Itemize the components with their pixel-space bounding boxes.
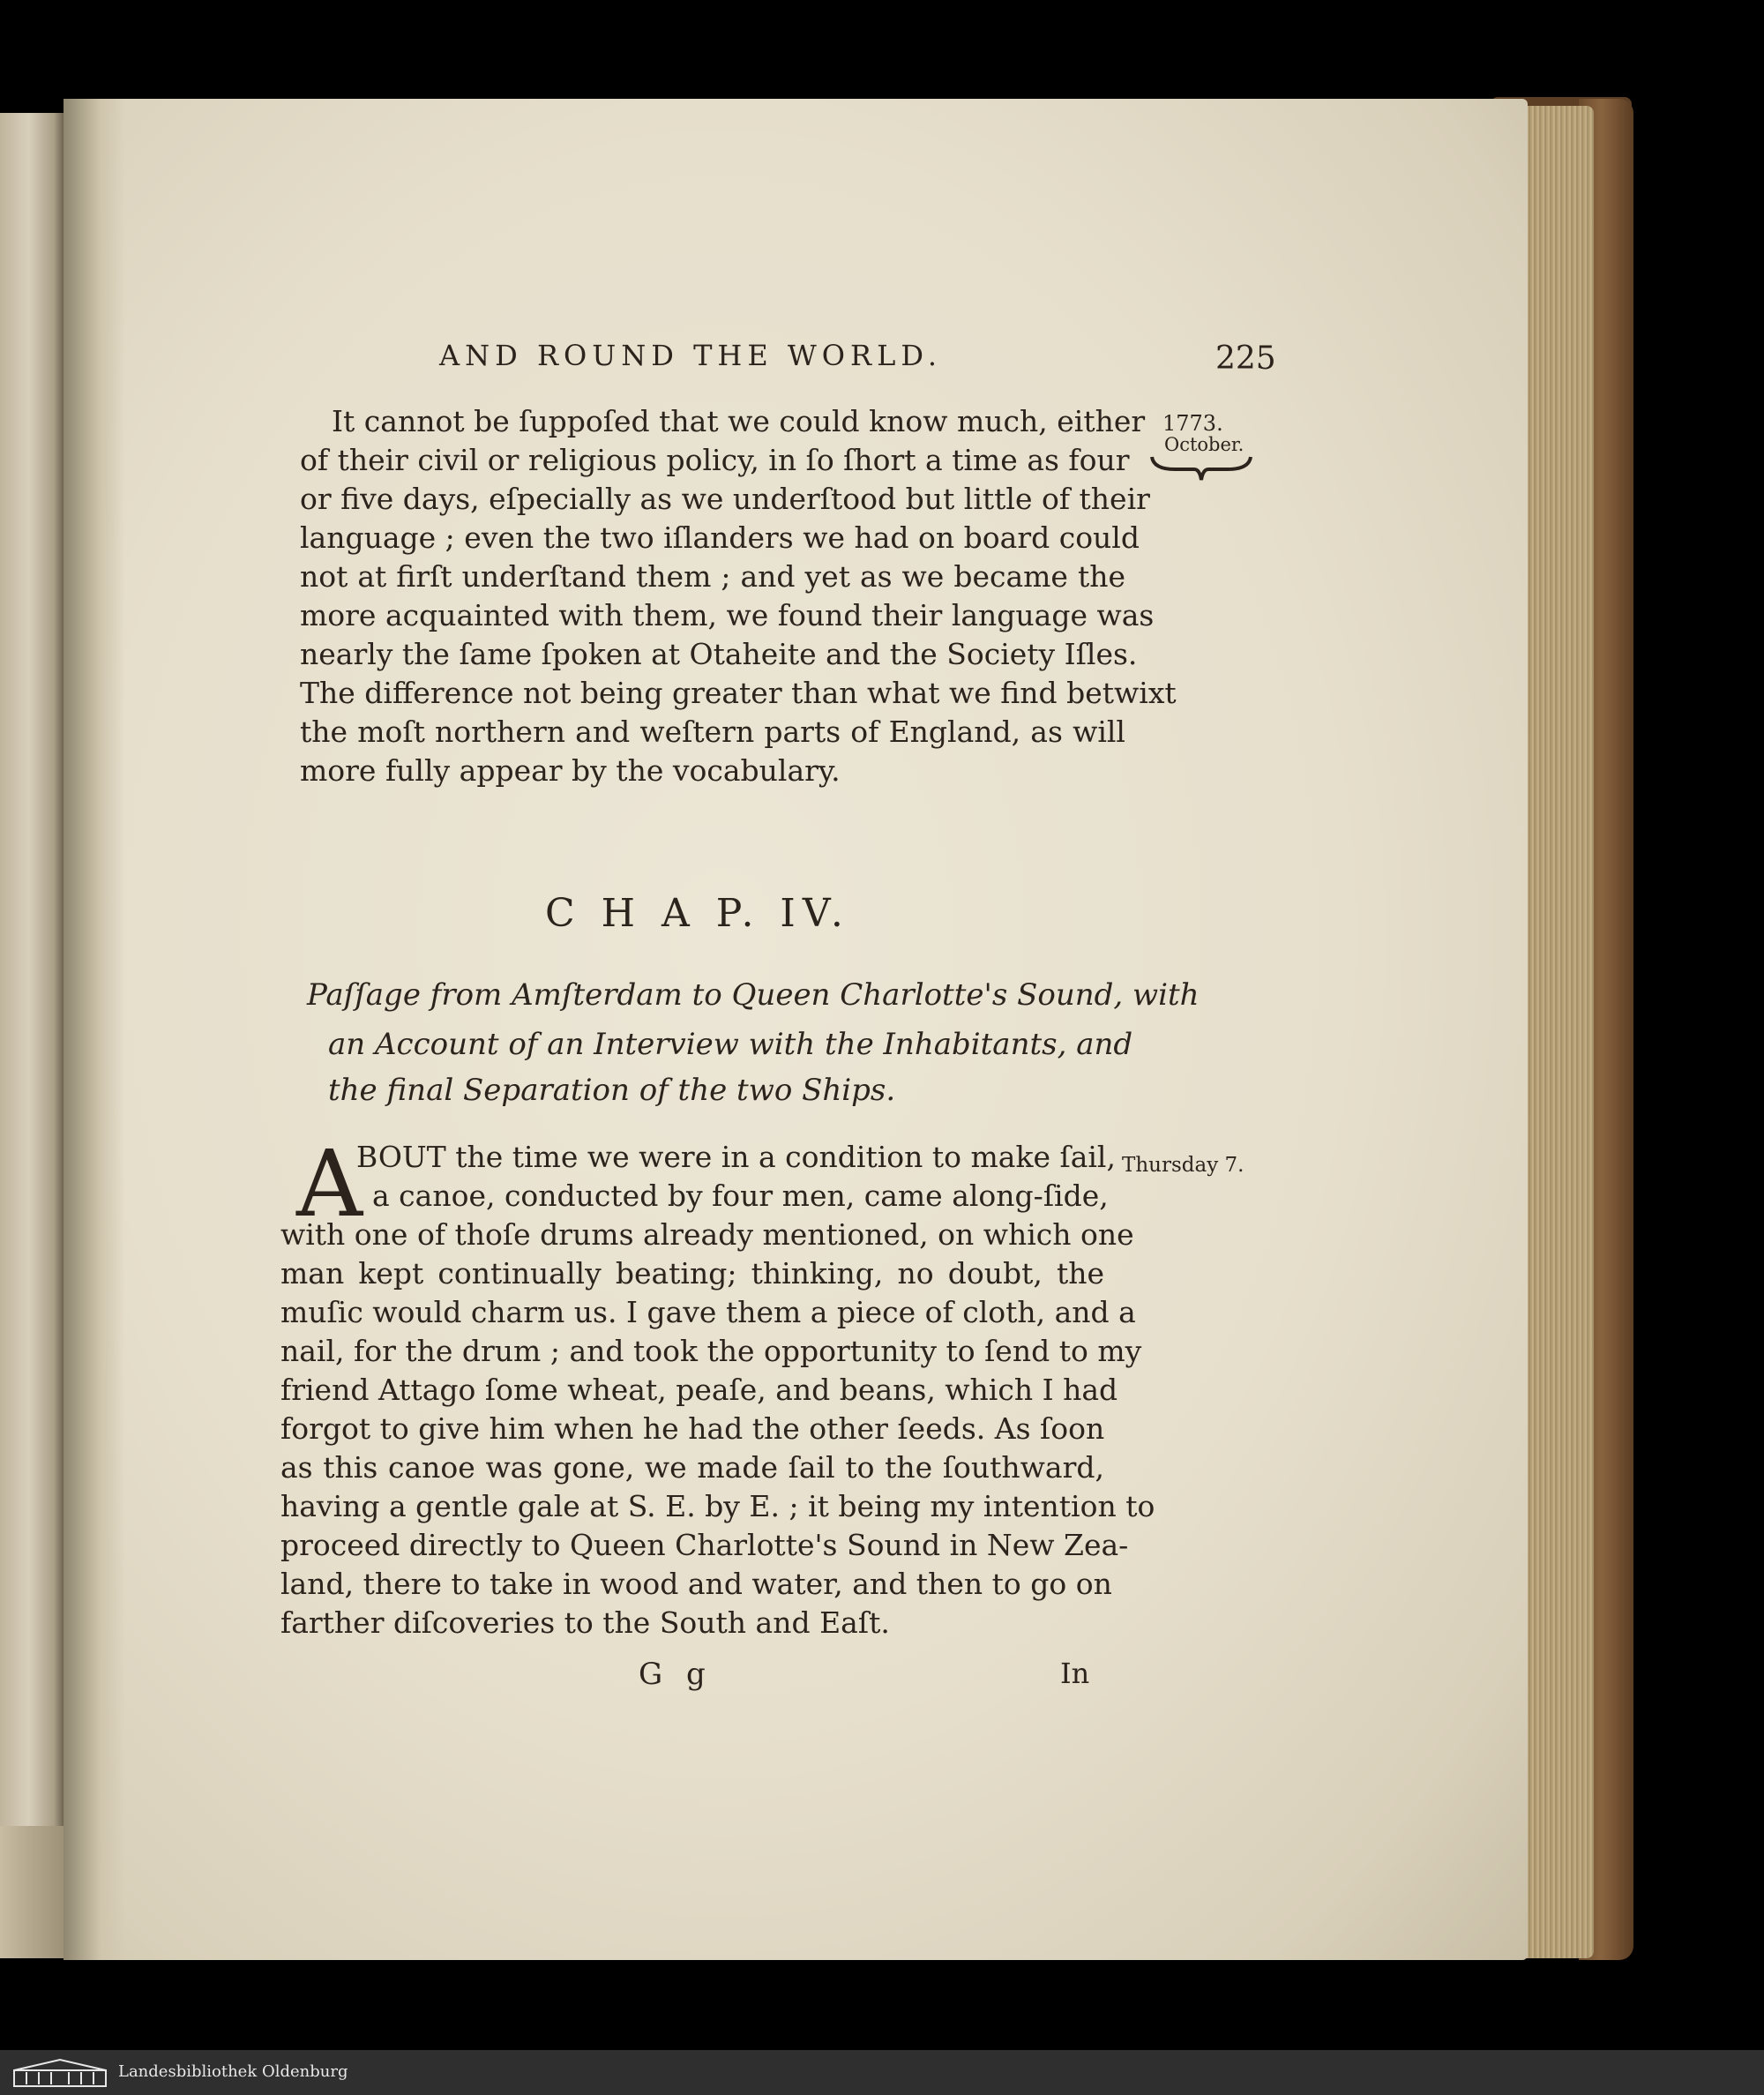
- subtitle-line: Paſſage from Amſterdam to Queen Charlotte's Sound, with: [307, 977, 1200, 1013]
- catchword: In: [1060, 1657, 1090, 1690]
- text-line: man kept continually beating; thinking, no doubt, the: [280, 1256, 1104, 1291]
- left-page-edge: [0, 113, 64, 1957]
- text-line: having a gentle gale at S. E. by E. ; it being my intention to: [280, 1489, 1155, 1523]
- text-line: land, there to take in wood and water, and then to go on: [280, 1567, 1112, 1601]
- text-line: farther diſcoveries to the South and Eaſt.: [280, 1605, 890, 1640]
- page-gutter: [64, 99, 125, 1960]
- text-line: not at firſt underſtand them ; and yet as we became the: [300, 559, 1125, 594]
- text-line: nearly the ſame ſpoken at Otaheite and the Society Iſles.: [300, 637, 1138, 671]
- page-number: 225: [1215, 340, 1276, 377]
- text-line: muſic would charm us. I gave them a piece of cloth, and a: [280, 1295, 1136, 1329]
- drop-cap: A: [296, 1130, 363, 1238]
- text-line: more acquainted with them, we found their language was: [300, 598, 1155, 632]
- text-line: language ; even the two iſlanders we had on board could: [300, 520, 1140, 555]
- margin-day-note: Thursday 7.: [1122, 1154, 1245, 1177]
- text-line: the moſt northern and weſtern parts of England, as will: [300, 715, 1125, 749]
- text-line: It cannot be ſuppoſed that we could know much, either: [332, 404, 1146, 438]
- text-line: a canoe, conducted by four men, came along-ſide,: [372, 1178, 1109, 1213]
- text-line: BOUT the time we were in a condition to make ſail,: [356, 1140, 1116, 1174]
- margin-year: 1773.: [1162, 411, 1223, 436]
- text-line: nail, for the drum ; and took the opportunity to ſend to my: [280, 1334, 1142, 1368]
- text-line: The difference not being greater than what we find betwixt: [300, 676, 1177, 710]
- text-line: with one of thoſe drums already mentioned, on which one: [280, 1217, 1134, 1252]
- running-title: AND ROUND THE WORLD.: [439, 339, 942, 372]
- library-name: Landesbibliothek Oldenburg: [118, 2062, 348, 2081]
- text-line: as this canoe was gone, we made ſail to the ſouthward,: [280, 1450, 1104, 1485]
- chapter-heading: C H A P. IV.: [545, 891, 850, 936]
- text-line: forgot to give him when he had the other ſeeds. As ſoon: [280, 1411, 1105, 1446]
- margin-brace: [1148, 452, 1254, 483]
- signature-mark: G g: [639, 1657, 713, 1692]
- text-line: or five days, eſpecially as we underſtood but little of their: [300, 482, 1150, 516]
- text-line: friend Attago ſome wheat, peaſe, and beans, which I had: [280, 1373, 1118, 1407]
- left-page-stain: [0, 1826, 64, 1958]
- margin-month: October.: [1164, 434, 1245, 455]
- library-building-icon: [12, 2058, 108, 2088]
- text-line: proceed directly to Queen Charlotte's Sound in New Zea-: [280, 1528, 1129, 1562]
- subtitle-line: an Account of an Interview with the Inhabitants, and: [328, 1027, 1133, 1062]
- text-line: more fully appear by the vocabulary.: [300, 753, 841, 788]
- text-line: of their civil or religious policy, in ſo ſhort a time as four: [300, 443, 1130, 477]
- footer-bar: [0, 2050, 1764, 2095]
- subtitle-line: the final Separation of the two Ships.: [328, 1073, 896, 1108]
